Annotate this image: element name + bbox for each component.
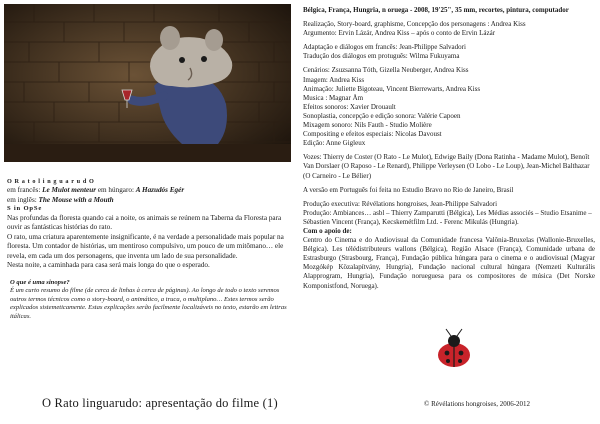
credit-line: Mixagem sonoro: Nils Fauth - Studio Molière <box>303 121 432 130</box>
ladybug-logo <box>432 327 476 369</box>
lang-label-fr: em francês: <box>7 186 41 195</box>
film-meta: Bélgica, França, Hungria, n oruega - 2008, 19'25", 35 mm, recortes, pintura, computador <box>303 6 569 14</box>
footer-title: O Rato linguarudo: apresentação do filme (1) <box>42 396 278 410</box>
credit-line: Sonoplastia, concepção e edição sonora: Valérie Capoen <box>303 111 461 120</box>
coproduction: Produção: Ambiances… asbl – Thierry Zamparutti (Bélgica), Les Médias associés – Studio Etsanime – Sébastien Vincent (França), Kecskemétfilm Ltd. - Ferenc Mikulás (Hungria). <box>303 208 592 226</box>
synopsis-heading: S in OpSe <box>7 205 43 213</box>
rat-character-illustration <box>4 4 291 162</box>
credit-line: Edição: Anne Gigleux <box>303 139 366 148</box>
credit-line: Tradução dos diálogos em protuguês: Wilma Fukuyama <box>303 52 460 61</box>
note-question: O que é uma sinopse? <box>10 278 70 286</box>
credit-line: Imagem: Andrea Kiss <box>303 75 365 84</box>
support-heading: Com o apoio de: <box>303 226 352 235</box>
portuguese-version: A versão em Português foi feita no Estudio Bravo no Rio de Janeiro, Brasil <box>303 185 514 194</box>
credit-line: Musica : Magnar Åm <box>303 93 364 102</box>
credit-line: Realização, Story-board, graphisme, Concepção dos personagens : Andrea Kiss <box>303 20 526 29</box>
synopsis-paragraph: O rato, uma criatura aparentemente insignificante, é na verdade a personalidade mais popular na floresta. Um contador de histórias, um mentiroso compulsivo, um pouco de um mitômano… ele revela, em cada um dos personagens, que inventa um lado de sua personalidade. <box>7 232 284 260</box>
title-hu: A Hazudós Egér <box>135 186 185 195</box>
synopsis-paragraph: Nas profundas da floresta quando cai a noite, os animais se reúnem na Taberna da Floresta para ouvir as fantásticas histórias do rato. <box>7 213 282 232</box>
lang-label-hu: em húngaro: <box>97 186 134 195</box>
credit-line: Compositing e efeitos especiais: Nicolas Davoust <box>303 130 442 139</box>
voices-credit: Vozes: Thierry de Coster (O Rato - Le Mulot), Edwige Baily (Dona Ratinha - Madame Mulot), Benoît Van Dorslaer (O Raposo - Le Renard), Philippe Verleysen (O Lobo - Le Loup), Jean-Michel Balthazar (O Carneiro - Le Bélier) <box>303 153 590 180</box>
footer-copyright: © Révélations hongroises, 2006-2012 <box>424 400 531 408</box>
credit-line: Argumento: Ervin Lázár, Andrea Kiss – após o conto de Ervin Lázár <box>303 29 496 38</box>
film-still <box>4 4 291 162</box>
credit-line: Efeitos sonoros: Xavier Drouault <box>303 102 396 111</box>
right-column <box>303 6 595 291</box>
synopsis-paragraph: Nesta noite, a caminhada para casa será mais longa do que o esperado. <box>7 261 210 270</box>
lang-label-en: em inglês: <box>7 195 37 204</box>
film-title-heading: O R a t o l i n g u a r u d O <box>7 178 95 185</box>
synopsis-note <box>7 279 293 321</box>
ladybug-icon <box>432 327 476 369</box>
credit-line: Adaptação e diálogos em francês: Jean-Philippe Salvadori <box>303 43 466 52</box>
support-text: Centro do Cinema e do Audiovisual da Comunidade francesa Valônia-Bruxelas (Wallonie-Bruxelles, Bélgica). Les télédistributeurs wallons (Bélgica), Região Alsace (França), Comunidade urbana de Estrasburgo (Strasbourg, França), Fundação pública húngara para o cinema e o audiovisual (Magyar Mozgókép Közalapítvány, Hungria), Fundação nacional cultural húngara (Nemzeti Kulturális Alapprogram, Hungria), Fundação norueguesa para os compositores de música (Det Norske Komponistfond, Noruega). <box>303 236 595 290</box>
title-french-hungarian <box>7 186 293 196</box>
title-fr: Le Mulot menteur <box>42 186 97 195</box>
credit-line: Animação: Juliette Bigoteau, Vincent Bierrewarts, Andrea Kiss <box>303 84 481 93</box>
left-column <box>7 178 293 321</box>
credit-line: Cenários: Zsuzsanna Tóth, Gizella Neuberger, Andrea Kiss <box>303 66 469 75</box>
title-en: The Mouse with a Mouth <box>38 195 114 204</box>
title-english <box>7 196 293 206</box>
executive-production: Produção executiva: Révélations hongroises, Jean-Philippe Salvadori <box>303 199 498 208</box>
note-text: É um curto resumo do filme (de cerca de linhas à cerca de páginas). Ao longo de todo o texto seremos outros termos técnicos como o story-board, o animático, a truca, o multiplano… Estes termos serão explicados sistemeticamente. Estas explicações serão facilmente localizáveis no texto, estarão em lettras itálicas. <box>10 287 287 320</box>
